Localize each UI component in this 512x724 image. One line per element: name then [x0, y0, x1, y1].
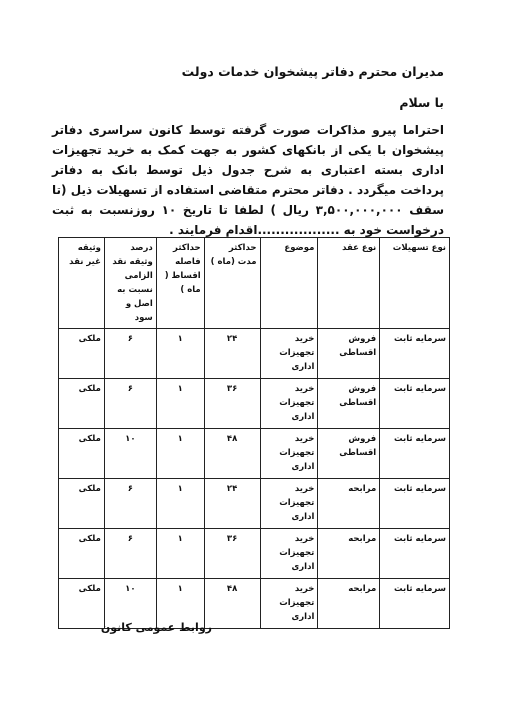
- table-cell: ۶: [104, 329, 156, 379]
- table-cell: مرابحه: [318, 529, 380, 579]
- table-cell: ۲۴: [204, 329, 260, 379]
- signature: روابط عمومی کانون: [100, 621, 212, 634]
- table-cell: ۳۶: [204, 379, 260, 429]
- recipient-line: مدیران محترم دفاتر پیشخوان خدمات دولت: [181, 64, 444, 79]
- table-cell: ۱: [156, 579, 204, 629]
- facilities-table: [58, 237, 450, 629]
- table-cell: مرابحه: [318, 479, 380, 529]
- body-paragraph: احتراما پیرو مذاکرات صورت گرفته توسط کانون سراسری دفاتر پیشخوان با یکی از بانکهای کشور به جهت کمک به خرید تجهیزات اداری بسته اعتباری به شرح جدول ذیل توسط بانک به دفاتر پرداخت میگردد . دفاتر محترم متقاضی استفاده از تسهیلات ذیل (تا سقف ۳,۵۰۰,۰۰۰,۰۰۰ ریال ) لطفا تا تاریخ ۱۰ روزنسبت به ثبت درخواست خود به ..................اقدام فرمایند .: [52, 123, 445, 237]
- table-cell: ۱: [156, 329, 204, 379]
- table-row: [59, 379, 450, 429]
- table-cell: ۱۰: [104, 579, 156, 629]
- table-row: [59, 479, 450, 529]
- column-header: درصد وثیقه نقد الزامی نسبت به اصل و سود: [104, 238, 156, 329]
- table-cell: خرید تجهیزات اداری: [260, 379, 318, 429]
- table-cell: ۱۰: [104, 429, 156, 479]
- table-cell: ۱: [156, 379, 204, 429]
- table-cell: ۱: [156, 529, 204, 579]
- table-cell: سرمایه ثابت: [380, 379, 450, 429]
- column-header: نوع تسهیلات: [380, 238, 450, 329]
- table-cell: سرمایه ثابت: [380, 329, 450, 379]
- table-cell: ملکی: [59, 429, 105, 479]
- table-row: [59, 329, 450, 379]
- table-row: [59, 429, 450, 479]
- table-header-row: [59, 238, 450, 329]
- table-cell: ۶: [104, 529, 156, 579]
- column-header: حداکثر فاصله اقساط ( ماه ): [156, 238, 204, 329]
- table-cell: خرید تجهیزات اداری: [260, 579, 318, 629]
- column-header: موضوع: [260, 238, 318, 329]
- table-cell: ۳۶: [204, 529, 260, 579]
- table-cell: ملکی: [59, 379, 105, 429]
- table-body: [59, 329, 450, 629]
- table-cell: فروش اقساطی: [318, 329, 380, 379]
- table-cell: فروش اقساطی: [318, 429, 380, 479]
- table-cell: ۶: [104, 379, 156, 429]
- table-cell: سرمایه ثابت: [380, 479, 450, 529]
- table-cell: خرید تجهیزات اداری: [260, 329, 318, 379]
- table-cell: ۲۴: [204, 479, 260, 529]
- table-row: [59, 529, 450, 579]
- table-cell: سرمایه ثابت: [380, 429, 450, 479]
- table-cell: ملکی: [59, 579, 105, 629]
- column-header: نوع عقد: [318, 238, 380, 329]
- table-cell: ۴۸: [204, 579, 260, 629]
- table-cell: خرید تجهیزات اداری: [260, 429, 318, 479]
- table-cell: فروش اقساطی: [318, 379, 380, 429]
- table-cell: ملکی: [59, 479, 105, 529]
- table-cell: خرید تجهیزات اداری: [260, 479, 318, 529]
- column-header: حداکثر مدت (ماه ): [204, 238, 260, 329]
- table-cell: ۴۸: [204, 429, 260, 479]
- greeting: با سلام: [399, 95, 444, 110]
- table-cell: ۱: [156, 479, 204, 529]
- table-cell: ۱: [156, 429, 204, 479]
- table-cell: سرمایه ثابت: [380, 529, 450, 579]
- table-cell: ۶: [104, 479, 156, 529]
- column-header: وثیقه غیر نقد: [59, 238, 105, 329]
- table-cell: ملکی: [59, 529, 105, 579]
- table-cell: خرید تجهیزات اداری: [260, 529, 318, 579]
- table-cell: ملکی: [59, 329, 105, 379]
- table-cell: سرمایه ثابت: [380, 579, 450, 629]
- table-cell: مرابحه: [318, 579, 380, 629]
